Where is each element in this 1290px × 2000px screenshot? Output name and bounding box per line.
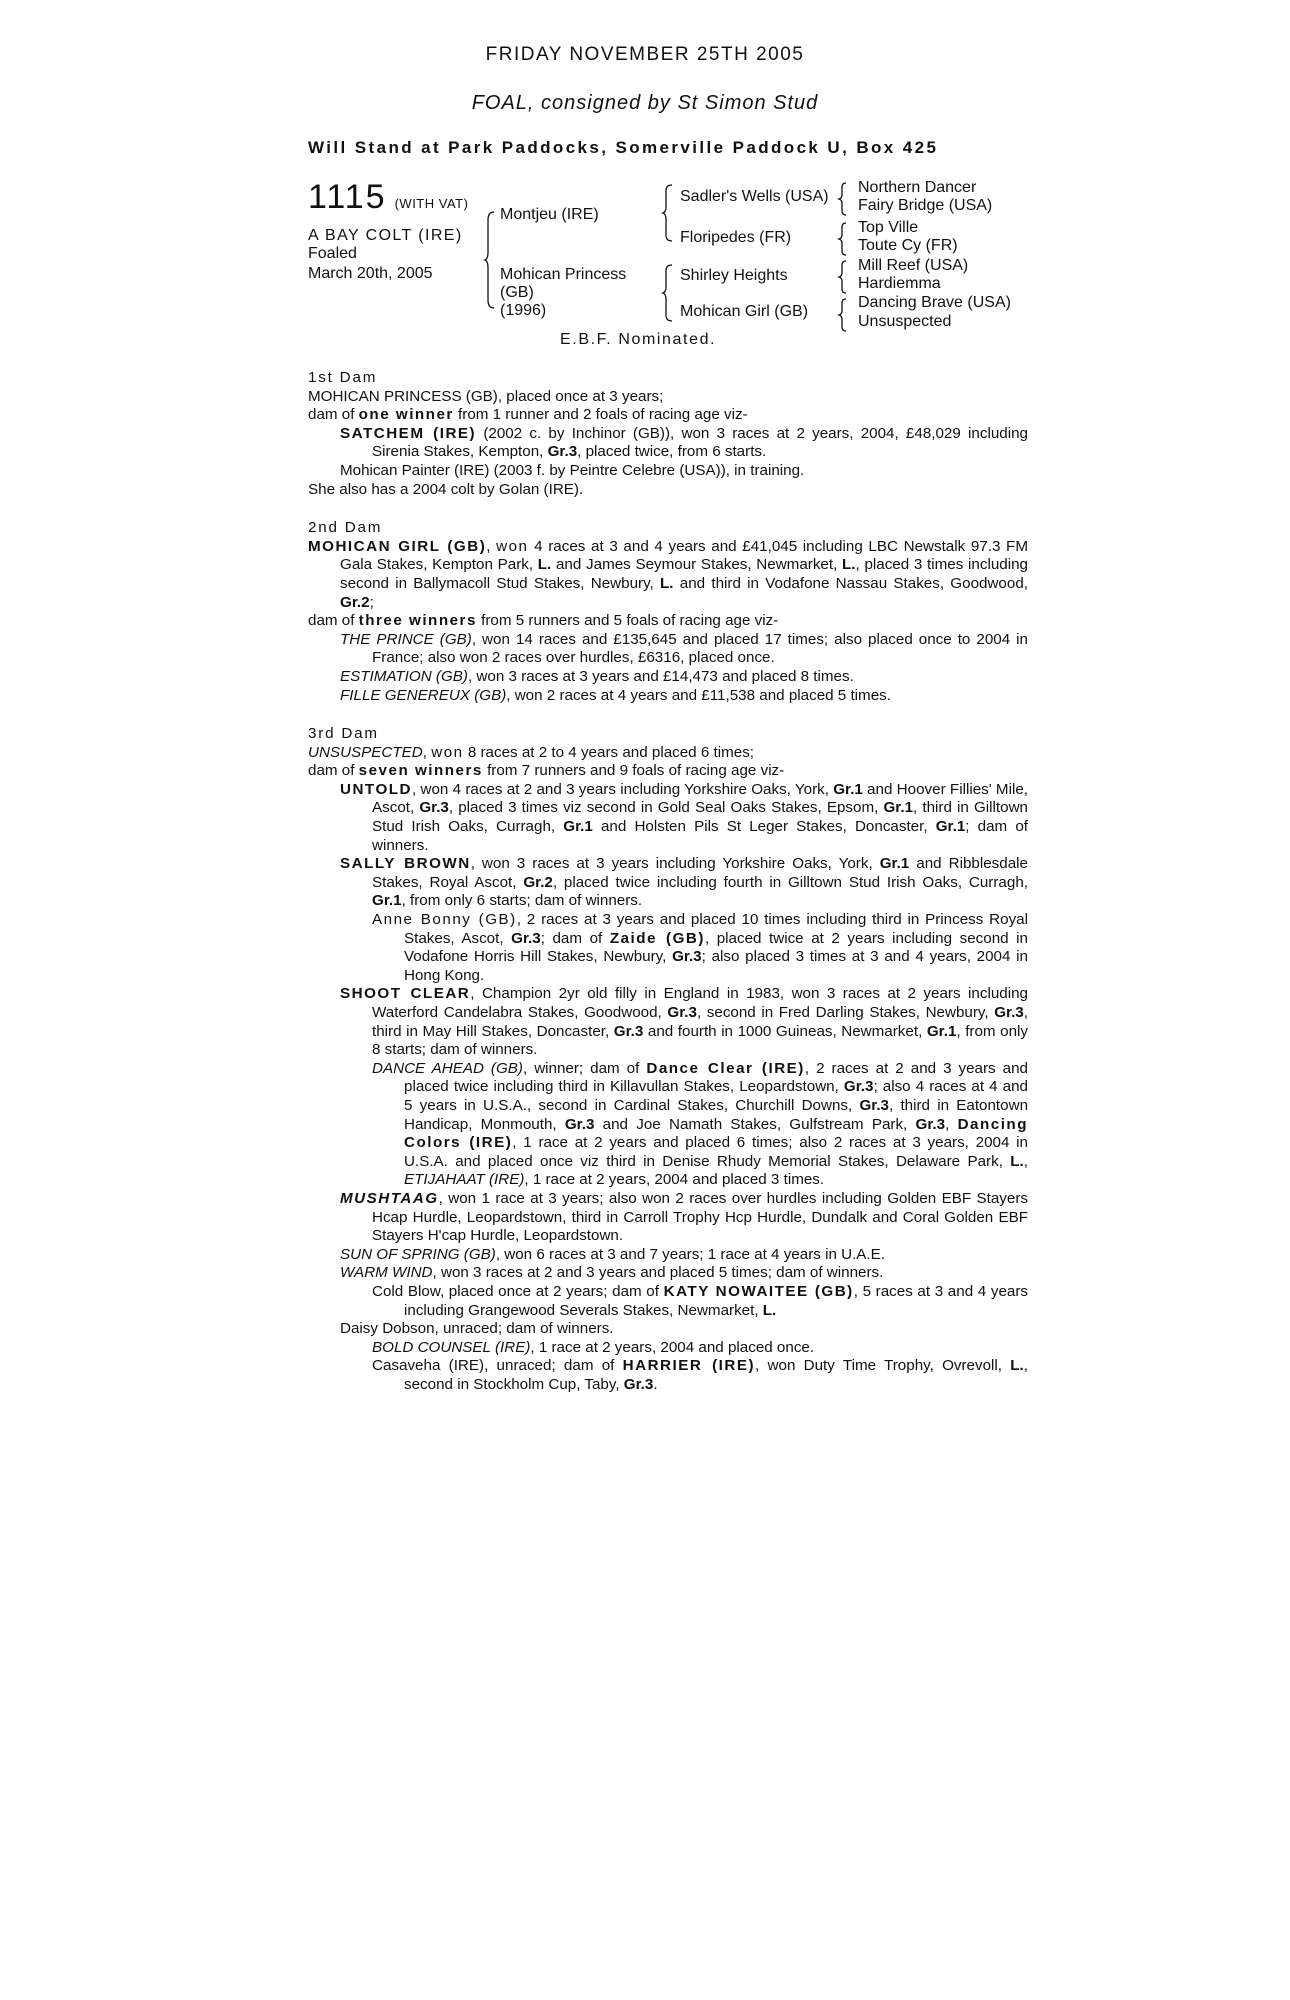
first-dam-heading: 1st Dam <box>308 369 378 386</box>
sire: Montjeu (IRE) <box>500 206 599 223</box>
produce-shoot-clear: SHOOT CLEAR, Champion 2yr old filly in England in 1983, won 3 races at 2 years including Waterford Candelabra Stakes, Goodwood, Gr.3, second in Fred Darling Stakes, Newbury, Gr.3, third in May Hill Stakes, Doncaster, Gr.3 and fourth in 1000 Guineas, Newmarket, Gr.1, from only 8 starts; dam of winners. <box>340 985 1029 1059</box>
dam-year: (1996) <box>500 302 547 319</box>
second-dam-heading: 2nd Dam <box>308 519 383 537</box>
gg-ssd: Fairy Bridge (USA) <box>858 197 993 214</box>
gg-sdd: Toute Cy (FR) <box>858 237 958 254</box>
produce-sun-of-spring: SUN OF SPRING (GB), won 6 races at 3 and 7 years; 1 race at 4 years in U.A.E. <box>340 1245 885 1263</box>
foal-date: March 20th, 2005 <box>308 265 433 282</box>
gg-sds: Top Ville <box>858 219 919 236</box>
second-dam-record: MOHICAN GIRL (GB), won 4 races at 3 and 4 years and £41,045 including LBC Newstalk 97.3 FM Gala Stakes, Kempton Park, L. and James Seymour Stakes, Newmarket, L., placed 3 times including second in Ballymacoll Stud Stakes, Newbury, L. and third in Vodafone Nassau Stakes, Goodwood, Gr.2; <box>308 537 1028 611</box>
produce-the-prince: THE PRINCE (GB), won 14 races and £135,645 and placed 17 times; also placed once to 2004 in France; also won 2 races over hurdles, £6316, placed once. <box>340 630 1028 667</box>
consignment-line: FOAL, consigned by St Simon Stud <box>471 92 819 114</box>
dam-origin: (GB) <box>500 284 534 301</box>
produce-casaveha: Casaveha (IRE), unraced; dam of HARRIER (IRE), won Duty Time Trophy, Ovrevoll, L., second in Stockholm Cup, Taby, Gr.3. <box>372 1357 1029 1393</box>
third-dam-produce: dam of seven winners from 7 runners and 9 foals of racing age viz- <box>308 762 785 780</box>
produce-mushtaag: MUSHTAAG, won 1 race at 3 years; also won 2 races over hurdles including Golden EBF Stayers Hcap Hurdle, Leopardstown, third in Carroll Trophy Hcp Hurdle, Dundalk and Coral Golden EBF Stayers H'cap Hurdle, Leopardstown. <box>340 1189 1028 1245</box>
gg-dds: Dancing Brave (USA) <box>858 294 1011 311</box>
first-dam-record: MOHICAN PRINCESS (GB), placed once at 3 years; <box>308 387 664 405</box>
dam-sire: Shirley Heights <box>680 267 788 284</box>
produce-dance-ahead: DANCE AHEAD (GB), winner; dam of Dance Clear (IRE), 2 races at 2 and 3 years and placed twice including third in Killavullan Stakes, Leopardstown, Gr.3; also 4 races at 4 and 5 years in U.S.A., second in Cardinal Stakes, Churchill Downs, Gr.3, third in Eatontown Handicap, Monmouth, Gr.3 and Joe Namath Stakes, Gulfstream Park, Gr.3, Dancing Colors (IRE), 1 race at 2 years and placed 6 times; also 2 races at 3 years, 2004 in U.S.A. and placed once viz third in Denise Rhudy Memorial Stakes, Delaware Park, L., ETIJAHAAT (IRE), 1 race at 2 years, 2004 and placed 3 times. <box>372 1059 1029 1189</box>
foaled-label: Foaled <box>308 245 357 262</box>
produce-untold: UNTOLD, won 4 races at 2 and 3 years including Yorkshire Oaks, York, Gr.1 and Hoover Fillies' Mile, Ascot, Gr.3, placed 3 times viz second in Gold Seal Oaks Stakes, Epsom, Gr.1, third in Gilltown Stud Irish Oaks, Curragh, Gr.1 and Holsten Pils St Leger Stakes, Doncaster, Gr.1; dam of winners. <box>340 780 1028 854</box>
third-dam-heading: 3rd Dam <box>308 725 379 743</box>
sire-sire: Sadler's Wells (USA) <box>680 188 829 205</box>
bracket-sd <box>838 221 848 257</box>
dam-name: Mohican Princess <box>500 266 627 283</box>
produce-warm-wind: WARM WIND, won 3 races at 2 and 3 years and placed 5 times; dam of winners. <box>340 1264 884 1282</box>
produce-anne-bonny: Anne Bonny (GB), 2 races at 3 years and placed 10 times including third in Princess Royal Stakes, Ascot, Gr.3; dam of Zaide (GB), placed twice at 2 years including second in Vodafone Horris Hill Stakes, Newbury, Gr.3; also placed 3 times at 3 and 4 years, 2004 in Hong Kong. <box>372 911 1029 984</box>
produce-estimation: ESTIMATION (GB), won 3 races at 3 years and £14,473 and placed 8 times. <box>340 667 854 685</box>
ebf-nomination: E.B.F. Nominated. <box>560 331 717 348</box>
horse-title: A BAY COLT (IRE) <box>308 227 463 244</box>
bracket-sire <box>662 183 674 243</box>
produce-cold-blow: Cold Blow, placed once at 2 years; dam of KATY NOWAITEE (GB), 5 races at 3 and 4 years including Grangewood Severals Stakes, Newmarket, L. <box>372 1282 1028 1319</box>
produce-satchem: SATCHEM (IRE) (2002 c. by Inchinor (GB)), won 3 races at 2 years, 2004, £48,029 including Sirenia Stakes, Kempton, Gr.3, placed twice, from 6 starts. <box>340 424 1028 461</box>
produce-sally-brown: SALLY BROWN, won 3 races at 3 years including Yorkshire Oaks, York, Gr.1 and Ribblesdale Stakes, Royal Ascot, Gr.2, placed twice including fourth in Gilltown Stud Irish Oaks, Curragh, Gr.1, from only 6 starts; dam of winners. <box>340 855 1028 910</box>
produce-daisy-dobson: Daisy Dobson, unraced; dam of winners. <box>340 1320 614 1338</box>
third-dam-section <box>308 725 1028 1394</box>
bracket-dam <box>662 263 674 323</box>
gg-dsd: Hardiemma <box>858 275 941 292</box>
dam-dam: Mohican Girl (GB) <box>680 303 809 320</box>
bracket-ds <box>838 259 848 295</box>
second-dam-produce: dam of three winners from 5 runners and 5 foals of racing age viz- <box>308 612 779 630</box>
gg-dss: Mill Reef (USA) <box>858 257 969 274</box>
bracket-dd <box>838 297 848 333</box>
vat-note: (WITH VAT) <box>394 196 469 211</box>
produce-mohican-painter: Mohican Painter (IRE) (2003 f. by Peintre Celebre (USA)), in training. <box>340 461 805 479</box>
produce-note: She also has a 2004 colt by Golan (IRE). <box>308 480 584 498</box>
sale-date: FRIDAY NOVEMBER 25TH 2005 <box>485 44 805 65</box>
produce-bold-counsel: BOLD COUNSEL (IRE), 1 race at 2 years, 2004 and placed once. <box>372 1338 815 1356</box>
gg-sss: Northern Dancer <box>858 179 977 196</box>
stand-location: Will Stand at Park Paddocks, Somerville Paddock U, Box 425 <box>308 138 939 157</box>
third-dam-record: UNSUSPECTED, won 8 races at 2 to 4 years and placed 6 times; <box>308 743 755 761</box>
catalogue-body <box>308 369 1028 1394</box>
lot-number <box>308 178 468 217</box>
bracket-gen1 <box>484 210 496 310</box>
produce-fille-genereux: FILLE GENEREUX (GB), won 2 races at 4 years and £11,538 and placed 5 times. <box>340 686 891 704</box>
second-dam-section <box>308 519 1028 705</box>
first-dam-section <box>308 369 1028 499</box>
lot-number-value: 1115 <box>308 178 387 216</box>
sire-dam: Floripedes (FR) <box>680 229 792 246</box>
bracket-ss <box>838 181 848 217</box>
gg-ddd: Unsuspected <box>858 313 952 330</box>
first-dam-produce: dam of one winner from 1 runner and 2 foals of racing age viz- <box>308 406 748 424</box>
